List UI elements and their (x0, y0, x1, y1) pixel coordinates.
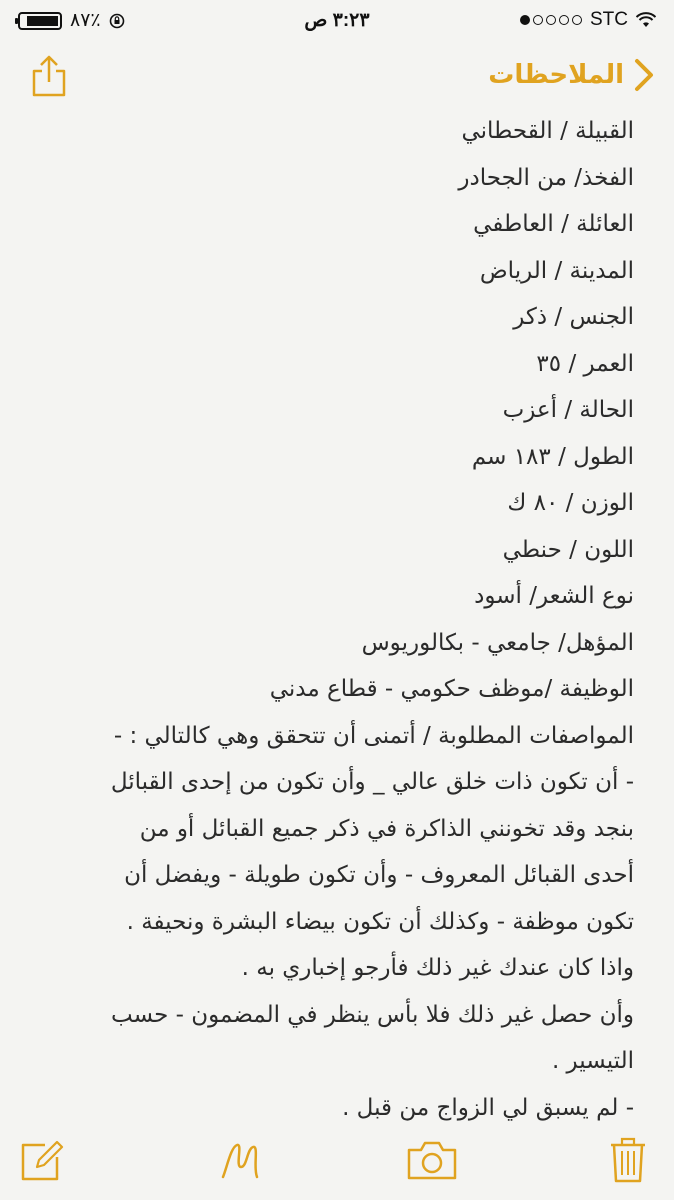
back-button[interactable] (488, 58, 654, 92)
status-time: ٣:٢٣ ص (304, 10, 370, 31)
note-body[interactable] (30, 108, 634, 1131)
note-line: وأن حصل غير ذلك فلا بأس ينظر في المضمون - حسب (111, 1001, 634, 1028)
note-line: العائلة / العاطفي (473, 211, 634, 237)
compose-icon (19, 1137, 65, 1183)
note-line: - لم يسبق لي الزواج من قبل . (342, 1094, 634, 1121)
note-line: المؤهل/ جامعي - بكالوريوس (361, 629, 634, 656)
sketch-button[interactable] (212, 1132, 268, 1188)
bottom-toolbar (0, 1124, 674, 1200)
note-line: الجنس / ذكر (513, 304, 634, 330)
share-icon (28, 54, 70, 98)
compose-button[interactable] (14, 1132, 70, 1188)
note-line: أحدى القبائل المعروف - وأن تكون طويلة - ويفضل أن (124, 862, 634, 888)
note-line: بنجد وقد تخونني الذاكرة في ذكر جميع القبائل أو من (139, 815, 634, 842)
chevron-left-icon (634, 58, 654, 92)
camera-icon (405, 1138, 459, 1182)
back-label: الملاحظات (488, 60, 624, 90)
status-bar (0, 0, 674, 42)
battery-indicator (18, 9, 125, 32)
orientation-lock-icon (109, 13, 125, 29)
note-line: تكون موظفة - وكذلك أن تكون بيضاء البشرة ونحيفة . (126, 908, 634, 935)
note-line: التيسير . (551, 1048, 634, 1074)
note-line: الفخذ/ من الجحادر (458, 164, 634, 191)
note-line: المدينة / الرياض (479, 257, 634, 284)
nav-bar (0, 42, 674, 108)
battery-percent: ٨٧٪ (70, 10, 101, 31)
battery-icon (18, 12, 62, 30)
trash-icon (608, 1135, 648, 1185)
note-line: الطول / ١٨٣ سم (471, 443, 634, 470)
trash-button[interactable] (600, 1132, 656, 1188)
camera-button[interactable] (404, 1132, 460, 1188)
note-line: نوع الشعر/ أسود (474, 583, 634, 609)
sketch-icon (217, 1137, 263, 1183)
note-line: واذا كان عندك غير ذلك فأرجو إخباري به . (241, 955, 634, 981)
carrier-name: STC (590, 9, 628, 30)
share-button[interactable] (28, 54, 70, 98)
note-line: اللون / حنطي (502, 536, 634, 563)
note-line: الحالة / أعزب (502, 397, 634, 423)
note-line: الوزن / ٨٠ ك (507, 490, 634, 516)
note-line: الوظيفة /موظف حكومي - قطاع مدني (269, 676, 634, 702)
note-line: - أن تكون ذات خلق عالي _ وأن تكون من إحدى القبائل (110, 769, 634, 795)
note-line: المواصفات المطلوبة / أتمنى أن تتحقق وهي كالتالي : - (113, 722, 634, 749)
note-line: العمر / ٣٥ (536, 350, 634, 377)
note-line: القبيلة / القحطاني (461, 118, 634, 144)
